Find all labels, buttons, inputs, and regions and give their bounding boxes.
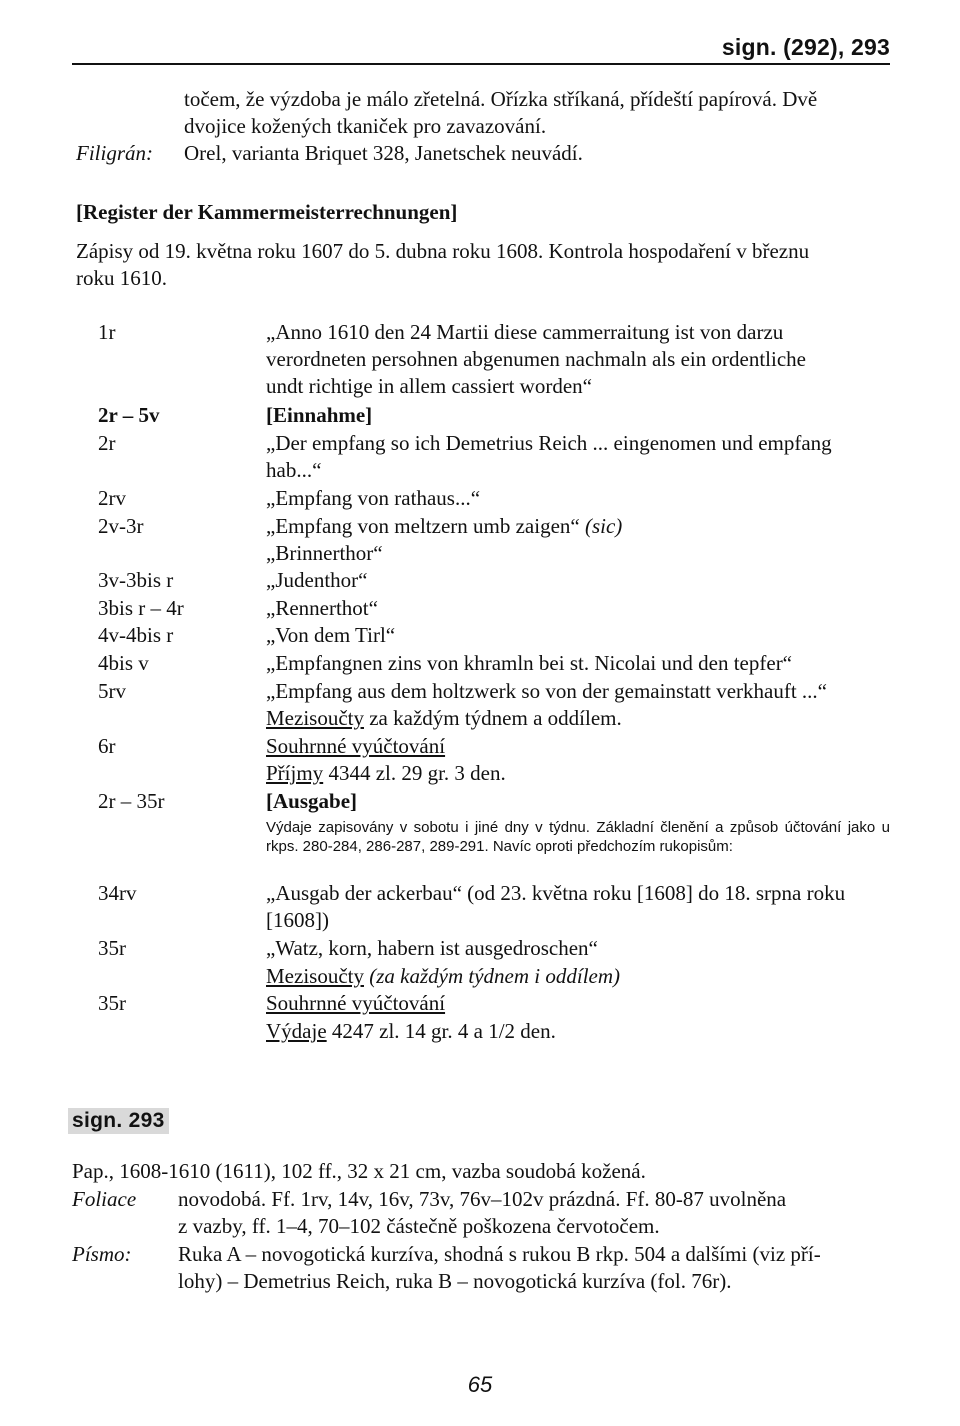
- pismo-text: lohy) – Demetrius Reich, ruka B – novogotická kurzíva (fol. 76r).: [178, 1269, 732, 1293]
- subtotals-label: Mezisoučty: [266, 706, 364, 730]
- content-text: „Rennerthot“: [266, 596, 378, 620]
- content-text: undt richtige in allem cassiert worden“: [266, 374, 592, 398]
- content-quote: „Empfang von meltzern umb zaigen“: [266, 514, 580, 538]
- physical-description: Pap., 1608-1610 (1611), 102 ff., 32 x 21 cm, vazba soudobá kožená.: [72, 1159, 646, 1183]
- content-text: „Der empfang so ich Demetrius Reich ... eingenomen und empfang: [266, 431, 832, 455]
- pismo-label: Písmo:: [72, 1242, 132, 1266]
- folio-label: 2r – 35r: [98, 789, 165, 813]
- pismo-text: Ruka A – novogotická kurzíva, shodná s rukou B rkp. 504 a dalšími (viz pří-: [178, 1242, 821, 1266]
- summary-label: Souhrnné vyúčtování: [266, 734, 446, 758]
- register-intro-line-2: roku 1610.: [76, 266, 167, 290]
- folio-label: 3bis r – 4r: [98, 596, 184, 620]
- folio-label: 3v-3bis r: [98, 568, 174, 592]
- folio-label: 1r: [98, 320, 116, 344]
- folio-label: 35r: [98, 991, 126, 1015]
- folio-label: 2r: [98, 431, 116, 455]
- content-text: [1608]): [266, 908, 329, 932]
- content-text: hab...“: [266, 458, 322, 482]
- register-title: [Register der Kammermeisterrechnungen]: [76, 200, 458, 224]
- subtotals-note: (za každým týdnem i oddílem): [363, 964, 621, 988]
- subtotals-label: Mezisoučty: [266, 964, 364, 988]
- folio-label: 4bis v: [98, 651, 149, 675]
- ausgabe-note: Výdaje zapisovány v sobotu i jiné dny v týdnu. Základní členění a způsob účtování jako u rkps. 280-284, 286-287, 289-291. Navíc oproti předchozím rukopisům:: [266, 819, 890, 855]
- subtotals-text: za každým týdnem a oddílem.: [363, 706, 622, 730]
- running-header: sign. (292), 293: [721, 34, 890, 60]
- folio-label: 4v-4bis r: [98, 623, 174, 647]
- content-text: verordneten persohnen abgenumen nachmaln als ein ordentliche: [266, 347, 806, 371]
- register-intro-line-1: Zápisy od 19. května roku 1607 do 5. dubna roku 1608. Kontrola hospodaření v březnu: [76, 239, 810, 263]
- summary-label: Souhrnné vyúčtování: [266, 991, 446, 1015]
- header-rule: [72, 63, 890, 65]
- content-text: [266, 513, 622, 540]
- content-text: „Brinnerthor“: [266, 541, 383, 565]
- income-amount: 4344 zl. 29 gr. 3 den.: [323, 761, 506, 785]
- watermark-text: Orel, varianta Briquet 328, Janetschek neuvádí.: [184, 141, 583, 165]
- folio-label: 2v-3r: [98, 514, 144, 538]
- content-text: „Empfang aus dem holtzwerk so von der gemainstatt verkhauft ...“: [266, 679, 827, 703]
- folio-label: 35r: [98, 936, 126, 960]
- content-text: „Empfangnen zins von khramln bei st. Nicolai und den tepfer“: [266, 651, 793, 675]
- folio-label: 2r – 5v: [98, 403, 160, 427]
- income-label: Příjmy: [266, 761, 324, 785]
- content-text: [266, 1018, 556, 1045]
- expenses-label: Výdaje: [266, 1019, 327, 1043]
- folio-label: 5rv: [98, 679, 126, 703]
- section-signature-heading: sign. 293: [68, 1108, 169, 1134]
- description-line-2: dvojice kožených tkaniček pro zavazování.: [184, 114, 547, 138]
- expenses-amount: 4247 zl. 14 gr. 4 a 1/2 den.: [326, 1019, 556, 1043]
- folio-label: 6r: [98, 734, 116, 758]
- folio-label: 2rv: [98, 486, 126, 510]
- content-text: [266, 760, 506, 787]
- foliace-text: z vazby, ff. 1–4, 70–102 částečně poškozena červotočem.: [178, 1214, 660, 1238]
- folio-label: 34rv: [98, 881, 137, 905]
- section-heading-ausgabe: [Ausgabe]: [266, 789, 358, 813]
- content-text: „Watz, korn, habern ist ausgedroschen“: [266, 936, 598, 960]
- foliace-label: Foliace: [72, 1187, 137, 1211]
- content-text: „Empfang von rathaus...“: [266, 486, 481, 510]
- foliace-text: novodobá. Ff. 1rv, 14v, 16v, 73v, 76v–102v prázdná. Ff. 80-87 uvolněna: [178, 1187, 787, 1211]
- content-text: [266, 705, 622, 732]
- page-number: 65: [467, 1372, 493, 1397]
- watermark-label: Filigrán:: [76, 141, 153, 165]
- content-text: „Judenthor“: [266, 568, 368, 592]
- sic-note: (sic): [584, 514, 623, 538]
- section-heading-einnahme: [Einnahme]: [266, 403, 373, 427]
- content-text: „Von dem Tirl“: [266, 623, 396, 647]
- content-text: „Anno 1610 den 24 Martii diese cammerraitung ist von darzu: [266, 320, 784, 344]
- description-line-1: točem, že výzdoba je málo zřetelná. Ořízka stříkaná, přídeští papírová. Dvě: [184, 87, 818, 111]
- content-text: [266, 963, 620, 990]
- content-text: „Ausgab der ackerbau“ (od 23. května roku [1608] do 18. srpna roku: [266, 881, 846, 905]
